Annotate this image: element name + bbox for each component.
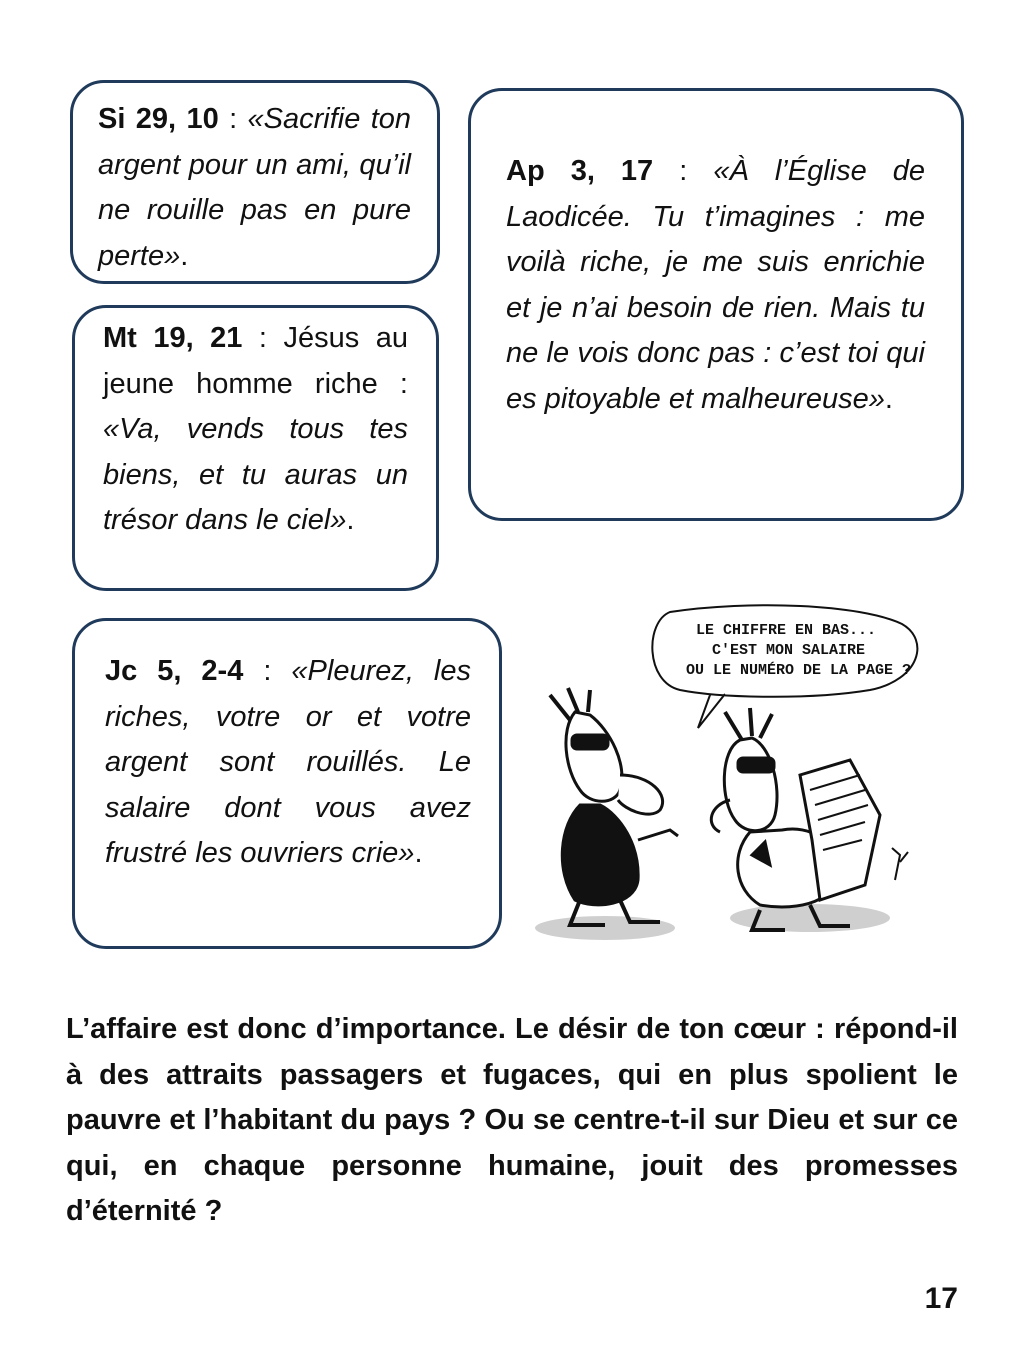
cartoon-caption-line-3: OU LE NUMÉRO DE LA PAGE ?: [686, 662, 912, 679]
quote-end: .: [346, 504, 355, 536]
left-character: [550, 688, 678, 925]
quote-text: «À l’Église de Laodicée. Tu t’imagines : me voilà riche, je me suis enrichie et je n’ai besoin de rien. Mais tu ne le vois donc pas : c’est toi qui es pitoyable et malheureuse»: [506, 155, 926, 415]
quote-paragraph: [105, 649, 471, 877]
quote-intro: :: [243, 655, 292, 687]
quote-paragraph: [103, 316, 408, 544]
quote-box-matthew: [72, 305, 439, 591]
cartoon-illustration: [520, 600, 940, 945]
quote-box-sirach: [70, 80, 440, 284]
quote-end: .: [180, 239, 189, 272]
quote-intro: :: [653, 155, 714, 187]
conclusion-paragraph: L’affaire est donc d’importance. Le désir de ton cœur : répond-il à des attraits passagers et fugaces, qui en plus spolient le pauvre et l’habitant du pays ? Ou se centre-t-il sur Dieu et sur ce qui, en chaque personne humaine, jouit des promesses d’éternité ?: [66, 1013, 958, 1227]
quote-reference: Jc 5, 2-4: [105, 655, 244, 687]
quote-end: .: [884, 382, 893, 415]
ground-shadow: [535, 916, 675, 940]
quote-paragraph: [506, 149, 925, 422]
quote-reference: Ap 3, 17: [506, 155, 654, 187]
cartoon-caption-line-2: C'EST MON SALAIRE: [712, 642, 866, 659]
quote-text: «Pleurez, les riches, votre or et votre argent sont rouillés. Le salaire dont vous avez frustré les ouvriers crie»: [105, 655, 471, 869]
quote-box-james: [72, 618, 502, 949]
quote-text: «Sacrifie ton argent pour un ami, qu’il ne rouille pas en pure perte»: [98, 103, 412, 272]
quote-end: .: [414, 837, 423, 869]
quote-box-apocalypse: [468, 88, 964, 521]
right-character: [711, 708, 908, 930]
quote-text: «Va, vends tous tes biens, et tu auras un trésor dans le ciel»: [103, 413, 408, 536]
quote-reference: Mt 19, 21: [103, 322, 243, 354]
page-number: 17: [924, 1282, 958, 1315]
quote-intro: :: [218, 103, 248, 135]
quote-intro: : Jésus au jeune homme riche :: [103, 322, 408, 400]
cartoon-caption-line-1: LE CHIFFRE EN BAS...: [696, 622, 877, 639]
quote-reference: Si 29, 10: [98, 103, 219, 135]
quote-paragraph: [98, 97, 411, 279]
